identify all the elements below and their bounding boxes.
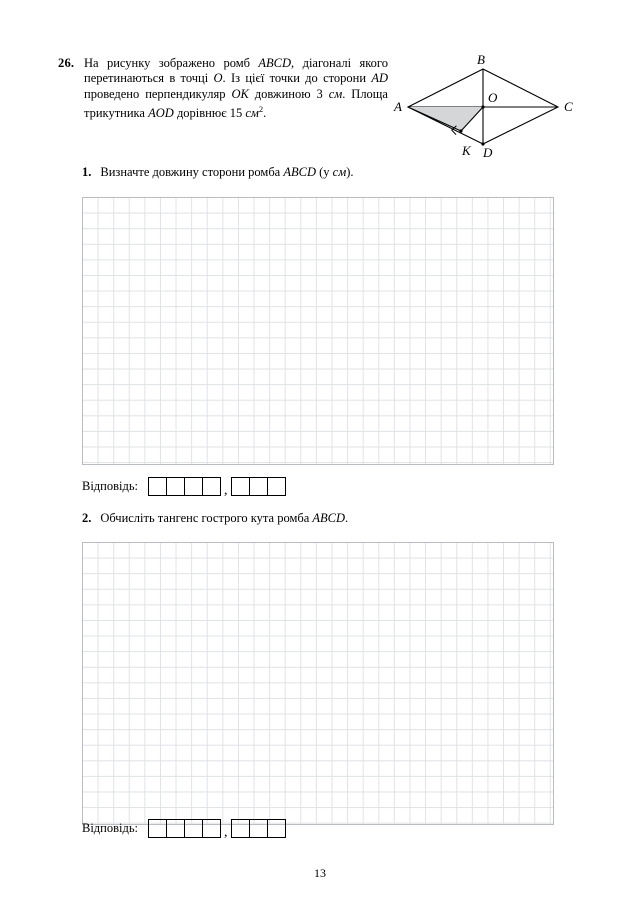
question-1: [82, 165, 354, 180]
answer-grid-1[interactable]: [82, 197, 554, 465]
figure-label-k: K: [462, 143, 471, 157]
answer-box-frac[interactable]: [249, 819, 268, 838]
answer-box-int[interactable]: [148, 477, 167, 496]
page-number: 13: [314, 866, 326, 880]
question-2-text: Обчисліть тангенс гострого кута ромба ABCD.: [100, 511, 349, 525]
question-1-text: Визначте довжину сторони ромба ABCD (у см).: [100, 165, 354, 179]
problem-number: 26.: [58, 56, 75, 70]
answer-box-int[interactable]: [166, 477, 185, 496]
rhombus-abcd-diagram: [390, 52, 585, 157]
answer-label-1: Відповідь:: [82, 479, 139, 493]
answer-box-int[interactable]: [202, 477, 221, 496]
answer-boxes-1[interactable]: [148, 477, 285, 496]
answer-box-int[interactable]: [148, 819, 167, 838]
answer-box-frac[interactable]: [267, 477, 286, 496]
problem-statement: [58, 56, 388, 122]
answer-box-frac[interactable]: [231, 477, 250, 496]
answer-box-int[interactable]: [202, 819, 221, 838]
answer-box-int[interactable]: [166, 819, 185, 838]
figure-label-b: B: [477, 52, 485, 67]
figure-label-d: D: [483, 145, 493, 157]
figure-label-a: A: [394, 99, 402, 114]
figure-label-c: C: [564, 99, 573, 114]
question-2-number: 2.: [82, 511, 92, 525]
answer-row-2: [82, 819, 285, 838]
answer-box-frac[interactable]: [267, 819, 286, 838]
question-1-number: 1.: [82, 165, 92, 179]
problem-text: На рисунку зображено ромб ABCD, діагоналі якого перетинаються в точці O. Із цієї точки до сторони AD проведено перпендикуляр OK довжиною 3 см. Площа трикутника AOD дорівнює 15 $см^2$.: [84, 56, 389, 121]
answer-boxes-2[interactable]: [148, 819, 285, 838]
question-2: [82, 511, 348, 526]
answer-box-int[interactable]: [184, 819, 203, 838]
decimal-separator: ,: [224, 825, 228, 840]
decimal-separator: ,: [224, 483, 228, 498]
answer-label-2: Відповідь:: [82, 821, 139, 835]
answer-box-frac[interactable]: [231, 819, 250, 838]
answer-row-1: [82, 477, 285, 496]
answer-grid-2[interactable]: [82, 542, 554, 825]
answer-box-frac[interactable]: [249, 477, 268, 496]
answer-box-int[interactable]: [184, 477, 203, 496]
figure-label-o: O: [488, 90, 498, 105]
